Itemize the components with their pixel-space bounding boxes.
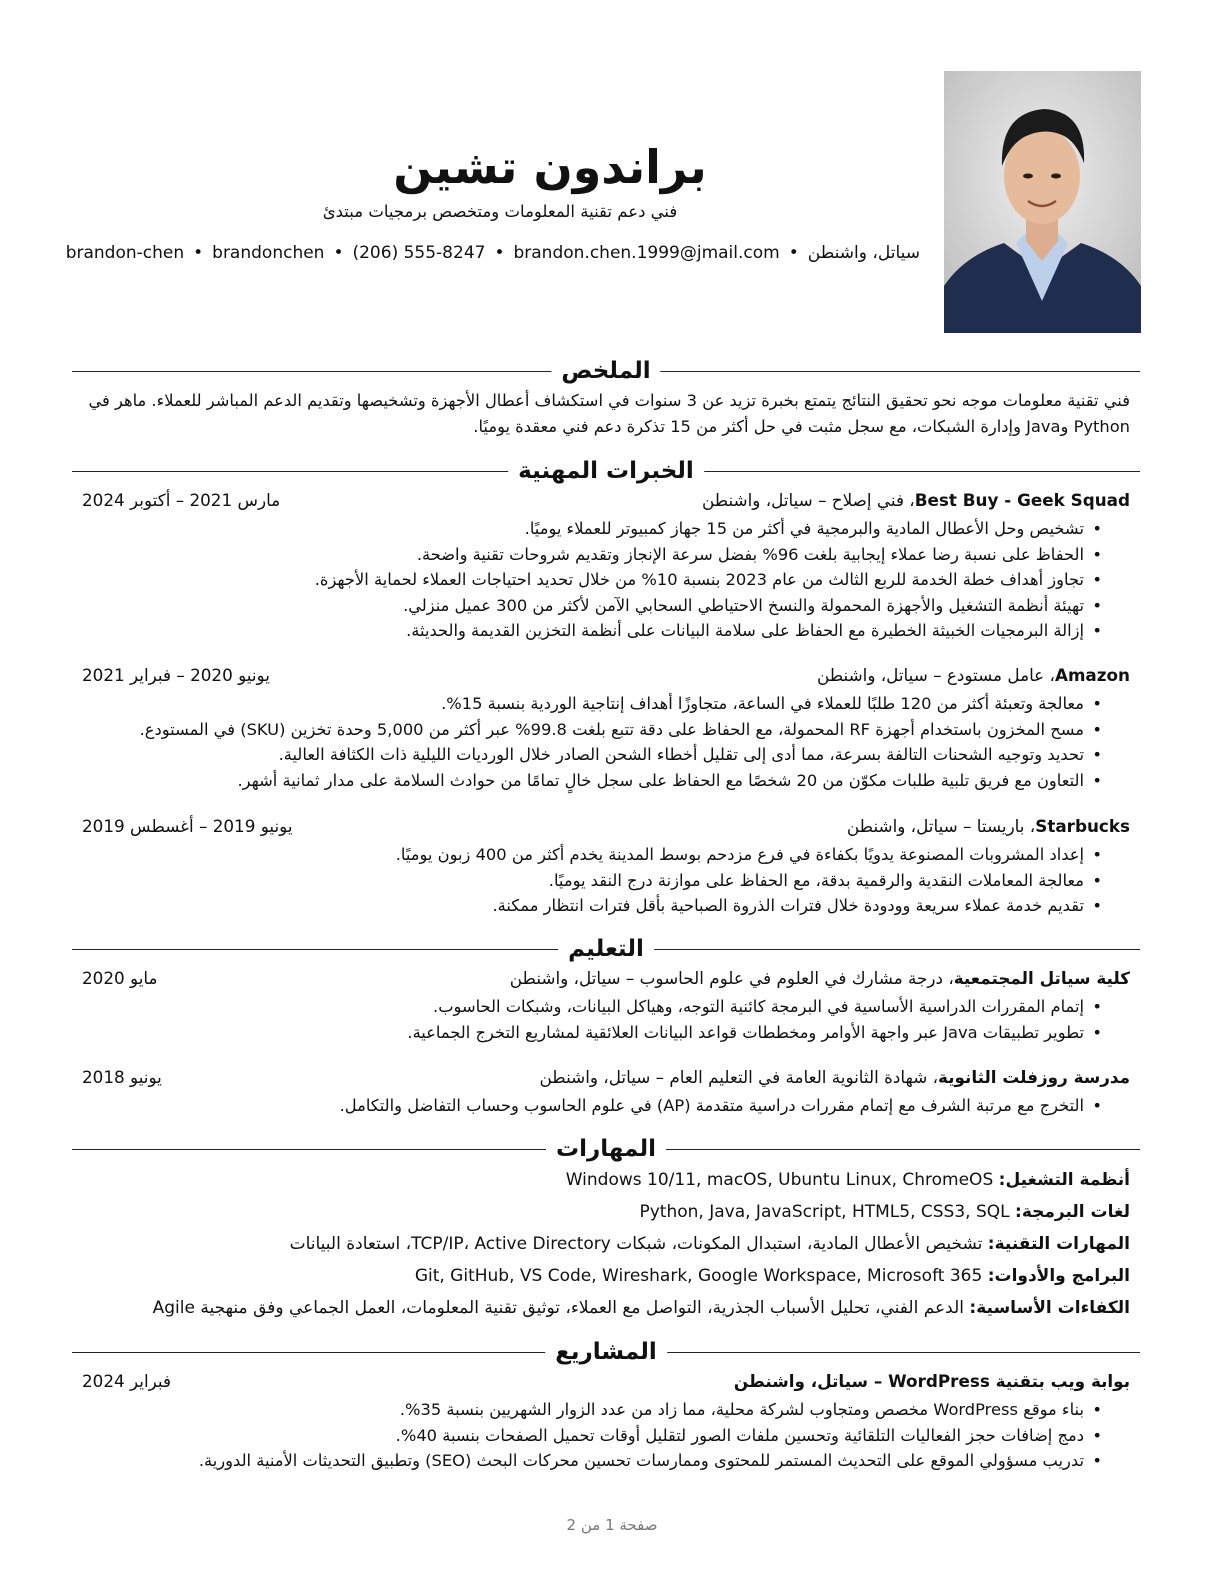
list-item: • تجاوز أهداف خطة الخدمة للربع الثالث من عام 2023 بنسبة 10% من خلال تحديد احتياجات العملاء لحماية الأجهزة. bbox=[70, 567, 1106, 593]
job-title bbox=[817, 665, 1130, 685]
skill-row bbox=[82, 1164, 1130, 1196]
projects-heading bbox=[72, 1338, 1140, 1368]
section-title: التعليم bbox=[558, 935, 654, 963]
education-entry-header bbox=[82, 968, 1130, 996]
degree-name: ، درجة مشارك في العلوم في علوم الحاسوب – سياتل، واشنطن bbox=[509, 968, 954, 988]
experience-heading bbox=[72, 457, 1140, 487]
summary-text: فني تقنية معلومات موجه نحو تحقيق النتائج يتمتع بخبرة تزيد عن 3 سنوات في استكشاف أعطال الأجهزة وتشخيصها وتقديم الدعم المباشر للعملاء. ماهر في Python وJava وإدارة الشبكات، مع سجل مثبت في حل أكثر من 15 تذكرة دعم فني معقدة يوميًا. bbox=[88, 391, 1130, 436]
list-item: • مسح المخزون باستخدام أجهزة RF المحمولة، مع الحفاظ على دقة تتبع بلغت 99.8% عبر أكثر من 5,000 وحدة تخزين (SKU) في المستودع. bbox=[70, 717, 1106, 743]
linkedin-link[interactable]: brandonchen bbox=[212, 243, 325, 263]
list-item: • إزالة البرمجيات الخبيثة الخطيرة مع الحفاظ على سلامة البيانات على أنظمة التخزين القديمة والحديثة. bbox=[70, 618, 1106, 644]
skill-label: لغات البرمجة: bbox=[1015, 1202, 1130, 1222]
section-title: الملخص bbox=[551, 357, 660, 385]
contact-separator: • bbox=[193, 243, 204, 263]
skill-row bbox=[82, 1228, 1130, 1260]
employer-name: Amazon bbox=[1054, 665, 1130, 685]
list-item: • التعاون مع فريق تلبية طلبات مكوّن من 20 شخصًا مع الحفاظ على سجل خالٍ تمامًا من حوادث السلامة على مدار ثمانية أشهر. bbox=[70, 768, 1106, 794]
degree-name: ، شهادة الثانوية العامة في التعليم العام – سياتل، واشنطن bbox=[539, 1067, 939, 1087]
education-entry-header bbox=[82, 1067, 1130, 1095]
job-dates: يونيو 2019 – أغسطس 2019 bbox=[82, 816, 293, 836]
list-item: • تقديم خدمة عملاء سريعة وودودة خلال فترات الذروة الصباحية بأقل فترات انتظار ممكنة. bbox=[70, 893, 1106, 919]
job-role: ، باريستا – سياتل، واشنطن bbox=[846, 816, 1036, 836]
section-title: المشاريع bbox=[545, 1338, 667, 1366]
email-link[interactable]: brandon.chen.1999@jmail.com bbox=[513, 243, 780, 263]
skill-value: Git, GitHub, VS Code, Wireshark, Google Workspace, Microsoft 365 bbox=[414, 1266, 983, 1286]
list-item: • تحديد وتوجيه الشحنات التالفة بسرعة، مما أدى إلى تقليل أخطاء الشحن الصادر خلال الورديات الليلية ذات الكثافة العالية. bbox=[70, 742, 1106, 768]
degree-title bbox=[540, 1067, 1130, 1087]
list-item: • معالجة وتعبئة أكثر من 120 طلبًا للعملاء في الساعة، متجاوزًا أهداف إنتاجية الوردية بنسبة 15%. bbox=[70, 691, 1106, 717]
resume-header bbox=[0, 70, 1224, 340]
job-dates: مارس 2021 – أكتوبر 2024 bbox=[82, 490, 281, 510]
summary-heading bbox=[72, 357, 1140, 387]
education-bullets bbox=[70, 994, 1106, 1045]
skills-list bbox=[82, 1164, 1130, 1324]
contact-line bbox=[66, 243, 920, 263]
skill-label: الكفاءات الأساسية: bbox=[969, 1298, 1130, 1318]
job-role: ، عامل مستودع – سياتل، واشنطن bbox=[817, 665, 1055, 685]
skill-value: Windows 10/11, macOS, Ubuntu Linux, ChromeOS bbox=[565, 1170, 994, 1190]
list-item: • إتمام المقررات الدراسية الأساسية في البرمجة كائنية التوجه، وهياكل البيانات، وشبكات الحاسوب. bbox=[70, 994, 1106, 1020]
page-number: صفحة 1 من 2 bbox=[566, 1516, 658, 1534]
contact-separator: • bbox=[333, 243, 344, 263]
project-date: فبراير 2024 bbox=[82, 1371, 171, 1391]
list-item: • الحفاظ على نسبة رضا عملاء إيجابية بلغت 96% بفضل سرعة الإنجاز وتقديم شروحات تقنية واضحة. bbox=[70, 542, 1106, 568]
job-title bbox=[847, 816, 1130, 836]
section-title: الخبرات المهنية bbox=[508, 457, 704, 485]
list-item: • دمج إضافات حجز الفعاليات التلقائية وتحسين ملفات الصور لتقليل أوقات تحميل الصفحات بنسبة 40%. bbox=[70, 1423, 1106, 1449]
skill-row bbox=[82, 1260, 1130, 1292]
employer-name: Starbucks bbox=[1035, 816, 1130, 836]
github-link[interactable]: brandon-chen bbox=[65, 243, 185, 263]
project-entry-header bbox=[82, 1371, 1130, 1399]
project-bullets bbox=[70, 1397, 1106, 1474]
project-name: بوابة ويب بتقنية WordPress – سياتل، واشنطن bbox=[733, 1371, 1130, 1391]
list-item: • بناء موقع WordPress مخصص ومتجاوب لشركة محلية، مما زاد من عدد الزوار الشهريين بنسبة 35%. bbox=[70, 1397, 1106, 1423]
candidate-headline: فني دعم تقنية المعلومات ومتخصص برمجيات مبتدئ bbox=[322, 202, 678, 221]
job-dates: يونيو 2020 – فبراير 2021 bbox=[82, 665, 270, 685]
job-bullets bbox=[70, 691, 1106, 793]
graduation-date: مايو 2020 bbox=[82, 968, 158, 988]
skill-value: الدعم الفني، تحليل الأسباب الجذرية، التواصل مع العملاء، توثيق تقنية المعلومات، العمل الجماعي وفق منهجية Agile bbox=[152, 1298, 964, 1318]
contact-separator: • bbox=[788, 243, 799, 263]
job-bullets bbox=[70, 516, 1106, 644]
skill-label: المهارات التقنية: bbox=[987, 1234, 1130, 1254]
education-heading bbox=[72, 935, 1140, 965]
education-bullets bbox=[70, 1093, 1106, 1119]
job-title bbox=[702, 490, 1130, 510]
degree-title bbox=[510, 968, 1130, 988]
school-name: مدرسة روزفلت الثانوية bbox=[938, 1067, 1130, 1087]
location-text: سياتل، واشنطن bbox=[807, 243, 920, 263]
list-item: • تشخيص وحل الأعطال المادية والبرمجية في أكثر من 15 جهاز كمبيوتر للعملاء يوميًا. bbox=[70, 516, 1106, 542]
job-entry-header bbox=[82, 816, 1130, 844]
list-item: • تهيئة أنظمة التشغيل والأجهزة المحمولة والنسخ الاحتياطي السحابي الآمن لأكثر من 300 عميل منزلي. bbox=[70, 593, 1106, 619]
candidate-name: براندون تشين bbox=[393, 140, 707, 194]
skill-value: Python, Java, JavaScript, HTML5, CSS3, SQL bbox=[639, 1202, 1010, 1222]
job-bullets bbox=[70, 842, 1106, 919]
project-title bbox=[734, 1371, 1130, 1391]
school-name: كلية سياتل المجتمعية bbox=[953, 968, 1130, 988]
list-item: • إعداد المشروبات المصنوعة يدويًا بكفاءة في فرع مزدحم بوسط المدينة يخدم أكثر من 400 زبون يوميًا. bbox=[70, 842, 1106, 868]
skill-row bbox=[82, 1196, 1130, 1228]
skill-row bbox=[82, 1292, 1130, 1324]
list-item: • معالجة المعاملات النقدية والرقمية بدقة، مع الحفاظ على موازنة درج النقد يوميًا. bbox=[70, 868, 1106, 894]
job-entry-header bbox=[82, 490, 1130, 518]
skill-label: البرامج والأدوات: bbox=[987, 1266, 1130, 1286]
list-item: • تطوير تطبيقات Java عبر واجهة الأوامر ومخططات قواعد البيانات العلائقية لمشاريع التخرج الجماعية. bbox=[70, 1020, 1106, 1046]
employer-name: Best Buy - Geek Squad bbox=[914, 490, 1130, 510]
phone-number[interactable]: (206) 555-8247 bbox=[352, 243, 486, 263]
contact-separator: • bbox=[494, 243, 505, 263]
list-item: • التخرج مع مرتبة الشرف مع إتمام مقررات دراسية متقدمة (AP) في علوم الحاسوب وحساب التفاضل والتكامل. bbox=[70, 1093, 1106, 1119]
skills-heading bbox=[72, 1135, 1140, 1165]
profile-photo bbox=[944, 71, 1141, 333]
section-title: المهارات bbox=[546, 1135, 666, 1163]
list-item: • تدريب مسؤولي الموقع على التحديث المستمر للمحتوى وممارسات تحسين محركات البحث (SEO) وتطبيق التحديثات الأمنية الدورية. bbox=[70, 1448, 1106, 1474]
graduation-date: يونيو 2018 bbox=[82, 1067, 162, 1087]
job-role: ، فني إصلاح – سياتل، واشنطن bbox=[701, 490, 915, 510]
skill-label: أنظمة التشغيل: bbox=[998, 1170, 1130, 1190]
skill-value: تشخيص الأعطال المادية، استبدال المكونات، شبكات TCP/IP، Active Directory، استعادة البيانات bbox=[289, 1234, 983, 1254]
job-entry-header bbox=[82, 665, 1130, 693]
